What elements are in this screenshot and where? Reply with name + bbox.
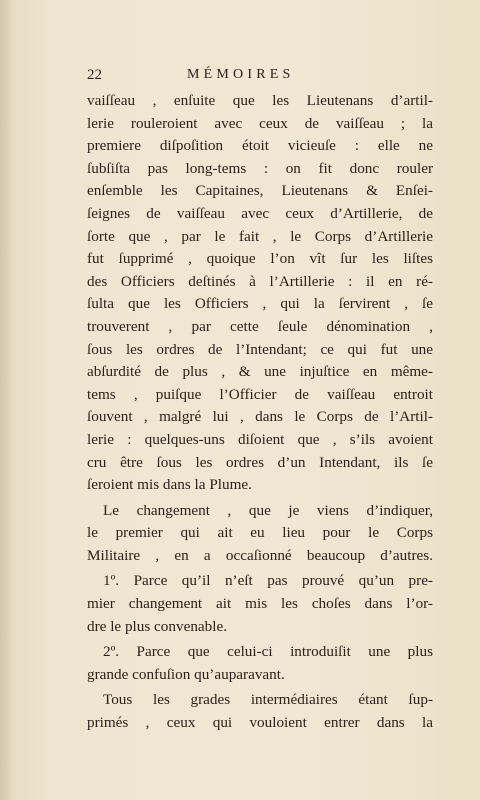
page-header — [87, 67, 433, 87]
text-line: cru être ſous les ordres d’un Intendant, ils ſe — [87, 453, 433, 471]
text-line: Tous les grades intermédiaires étant ſup- — [103, 691, 433, 709]
text-line: grande confuſion qu’auparavant. — [87, 665, 285, 683]
text-line: lerie rouleroient avec ceux de vaiſſeau ; la — [87, 114, 433, 132]
text-line: ſous les ordres de l’Intendant; ce qui fut une — [87, 340, 433, 358]
text-line: trouverent , par cette ſeule dénomination , — [87, 317, 433, 335]
text-line: ſorte que , par le fait , le Corps d’Artillerie — [87, 227, 433, 245]
running-title: MÉMOIRES — [187, 67, 295, 82]
text-line: vaiſſeau , enſuite que les Lieutenans d’artil- — [87, 92, 433, 109]
text-line: primés , ceux qui vouloient entrer dans la — [87, 714, 433, 732]
text-line: fut ſupprimé , quoique l’on vît ſur les liſtes — [87, 250, 433, 268]
text-line: mier changement ait mis les choſes dans l’or- — [87, 595, 433, 613]
text-line: ſeignes de vaiſſeau avec ceux d’Artillerie, de — [87, 204, 433, 222]
text-line: 1º. Parce qu’il n’eſt pas prouvé qu’un pre- — [103, 572, 433, 590]
text-line: des Officiers deſtinés à l’Artillerie : il en ré- — [87, 272, 433, 290]
text-line: abſurdité de plus , & une injuſtice en même- — [87, 363, 433, 381]
text-line: 2º. Parce que celui-ci introduiſit une plus — [103, 643, 433, 661]
text-line: premiere diſpoſition étoit vicieuſe : elle ne — [87, 137, 433, 155]
text-line: enſemble les Capitaines, Lieutenans & Enſei- — [87, 182, 433, 200]
page-number: 22 — [87, 67, 102, 83]
text-line: Militaire , en a occaſionné beaucoup d’autres. — [87, 546, 433, 564]
body-text — [87, 90, 433, 735]
text-line: dre le plus convenable. — [87, 617, 228, 635]
text-line: le premier qui ait eu lieu pour le Corps — [87, 524, 433, 542]
text-line: lerie : quelques-uns diſoient que , s’ils avoient — [87, 430, 433, 448]
text-line: Le changement , que je viens d’indiquer, — [103, 501, 433, 519]
text-line: tems , puiſque l’Officier de vaiſſeau entroit — [87, 385, 433, 403]
text-line: ſubſiſta pas long-tems : on fit donc rouler — [87, 159, 433, 177]
text-line: ſulta que les Officiers , qui la ſervirent , ſe — [87, 295, 433, 313]
text-line: ſouvent , malgré lui , dans le Corps de l’Artil- — [87, 408, 433, 426]
page-gutter-shadow — [0, 0, 14, 800]
text-line: ſeroient mis dans la Plume. — [87, 476, 252, 494]
